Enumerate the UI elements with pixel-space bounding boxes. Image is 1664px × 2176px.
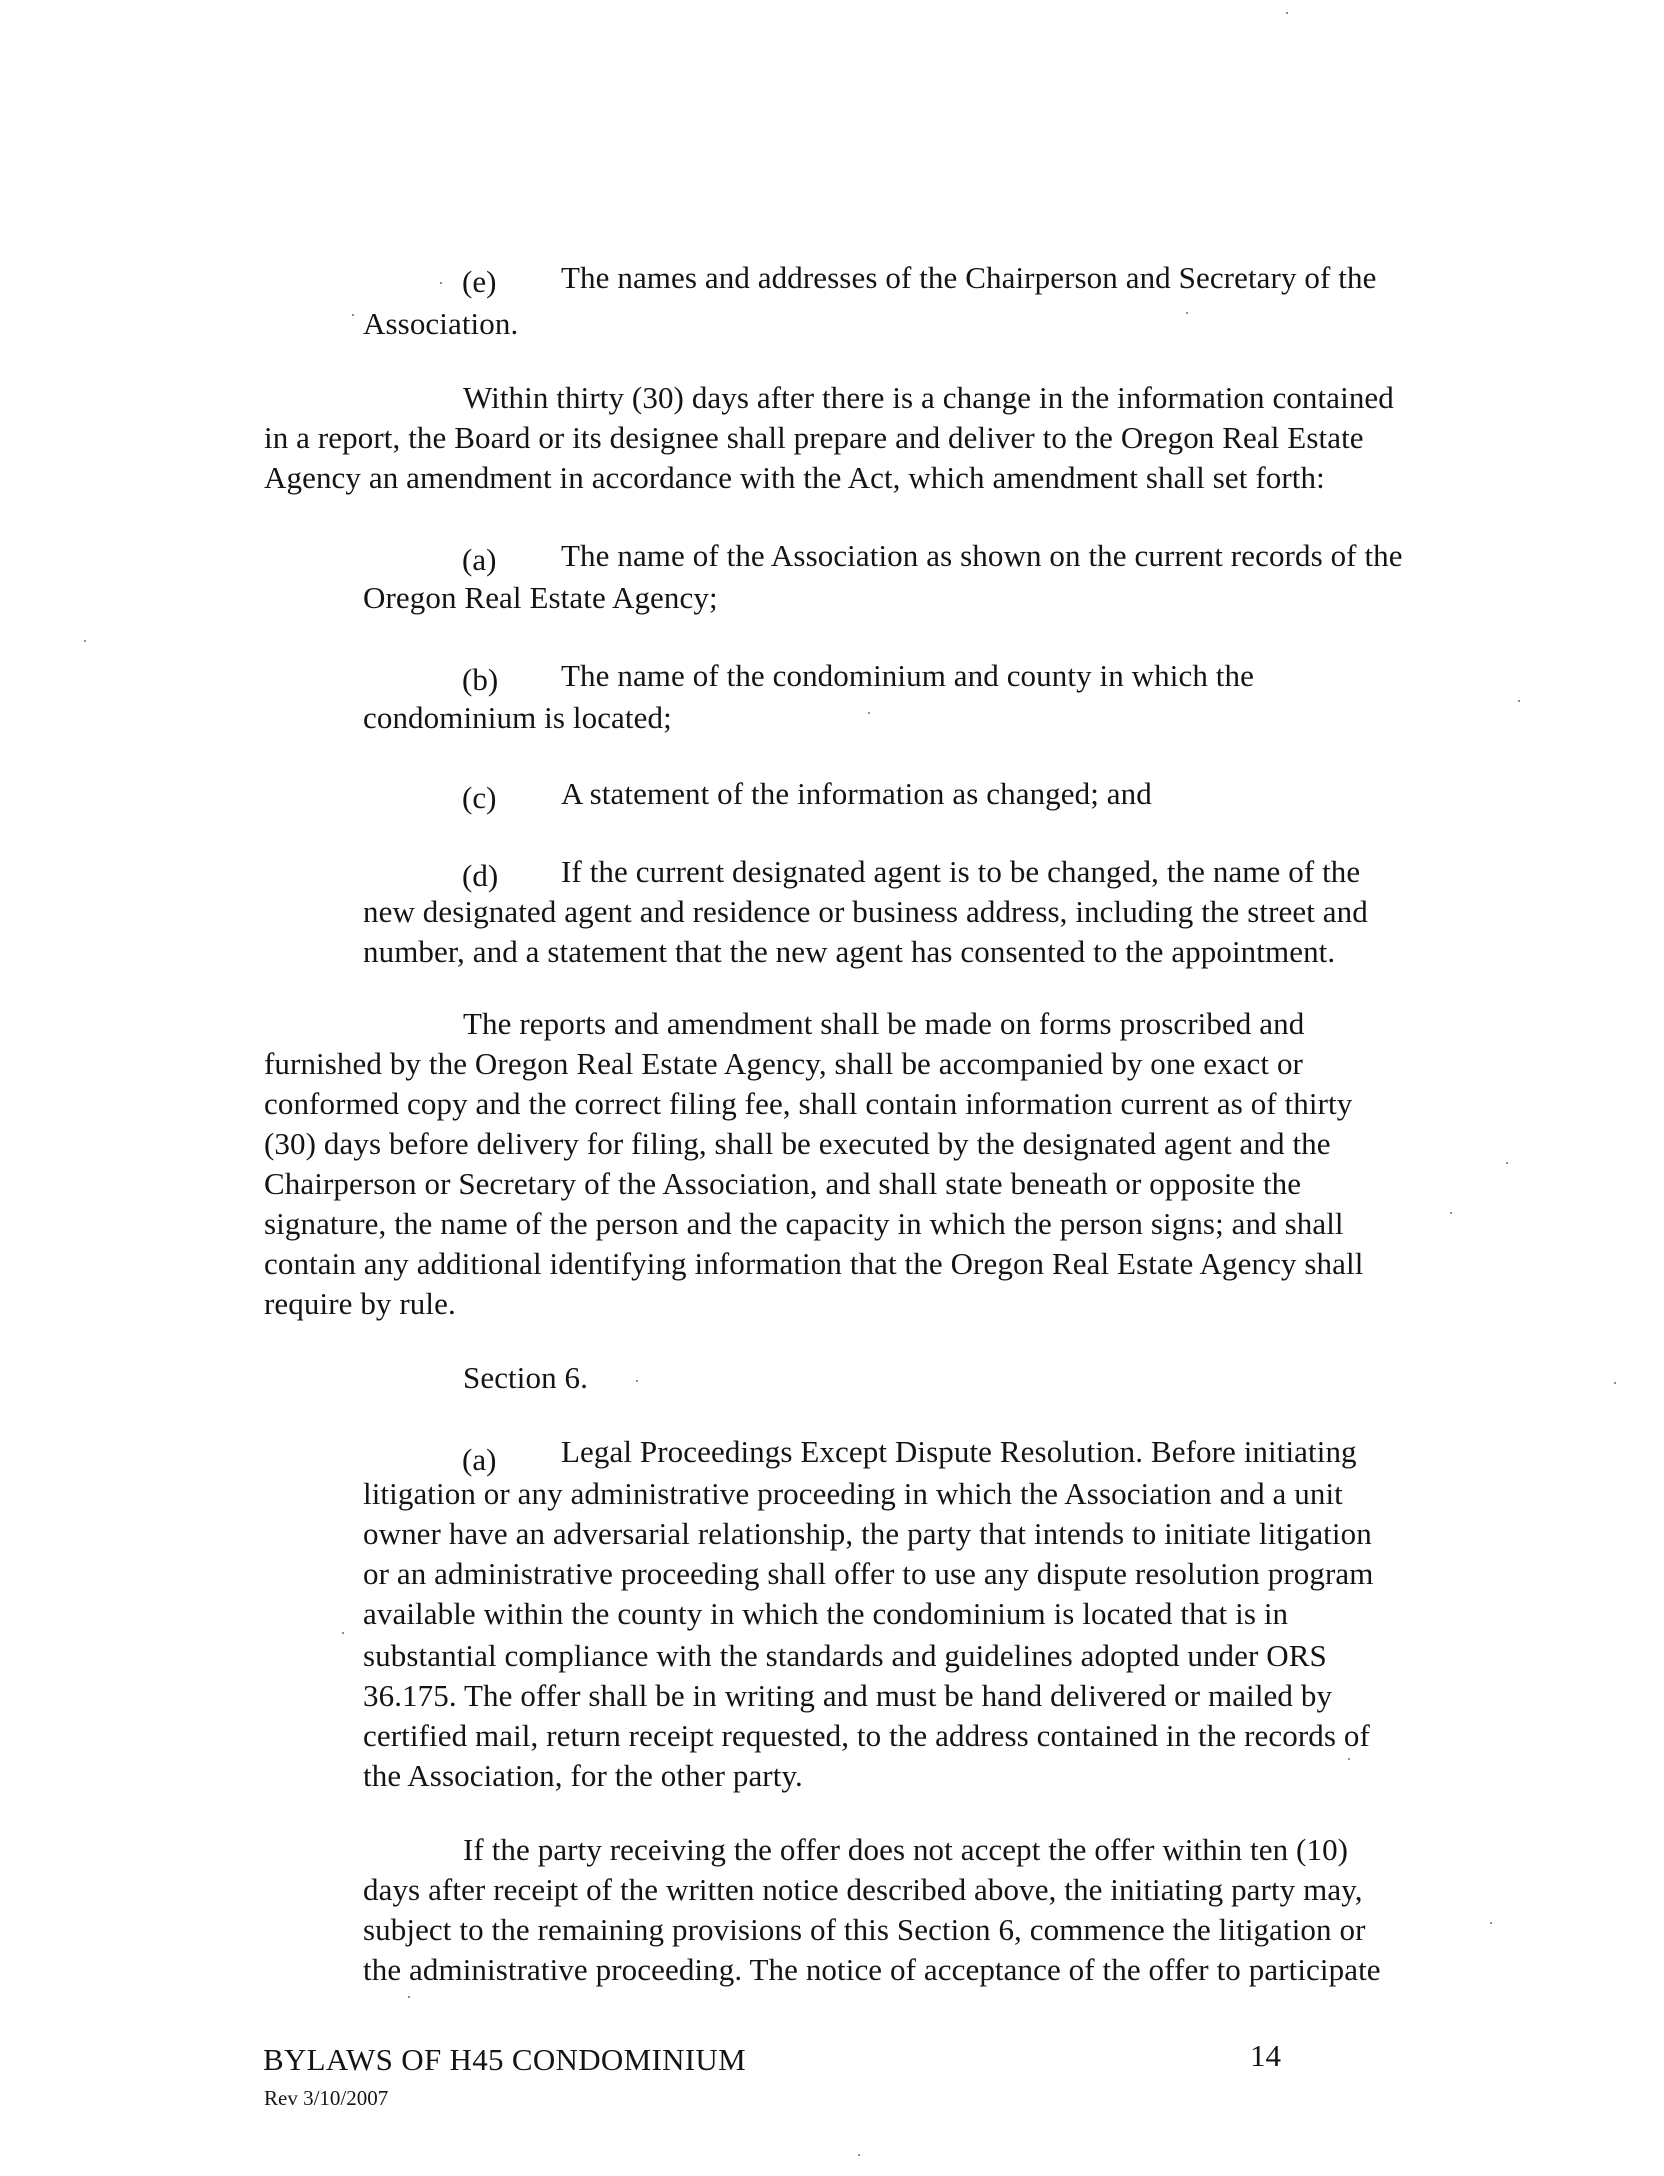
- para-reports-line-4: (30) days before delivery for filing, shall be executed by the designated agent and the: [264, 1126, 1331, 1161]
- amend-item-d-marker: (d): [462, 858, 499, 893]
- para-reports-line-5: Chairperson or Secretary of the Association, and shall state beneath or opposite the: [264, 1166, 1302, 1201]
- para-reports-line-2: furnished by the Oregon Real Estate Agency, shall be accompanied by one exact or: [264, 1046, 1303, 1081]
- section-6-heading: Section 6.: [463, 1360, 588, 1395]
- scan-speck: [342, 1632, 344, 1634]
- scan-speck: [1490, 1922, 1492, 1924]
- scan-speck: [1614, 1382, 1616, 1384]
- footer-document-title: BYLAWS OF H45 CONDOMINIUM: [263, 2042, 746, 2077]
- item-e-line-2: Association.: [363, 306, 519, 341]
- item-e-marker: (e): [462, 264, 497, 299]
- amend-item-a-line-2: Oregon Real Estate Agency;: [363, 580, 718, 615]
- para-reports-line-8: require by rule.: [264, 1286, 456, 1321]
- amend-item-a-line-1: The name of the Association as shown on the current records of the: [561, 538, 1403, 573]
- para-amend-line-3: Agency an amendment in accordance with the Act, which amendment shall set forth:: [264, 460, 1325, 495]
- amend-item-c-marker: (c): [462, 780, 497, 815]
- item-e-line-1: The names and addresses of the Chairperson and Secretary of the: [561, 260, 1377, 295]
- amend-item-d-line-1: If the current designated agent is to be changed, the name of the: [561, 854, 1361, 889]
- scan-speck: [1348, 1758, 1350, 1760]
- section-6-a-line-5: available within the county in which the condominium is located that is in: [363, 1596, 1289, 1631]
- section-6-cont-line-2: days after receipt of the written notice described above, the initiating party may,: [363, 1872, 1363, 1907]
- section-6-cont-line-3: subject to the remaining provisions of this Section 6, commence the litigation or: [363, 1912, 1366, 1947]
- scan-speck: [440, 282, 442, 284]
- footer-revision-date: Rev 3/10/2007: [264, 2086, 389, 2110]
- para-reports-line-7: contain any additional identifying information that the Oregon Real Estate Agency shall: [264, 1246, 1364, 1281]
- para-amend-line-1: Within thirty (30) days after there is a change in the information contained: [463, 380, 1394, 415]
- amend-item-b-marker: (b): [462, 662, 499, 697]
- scan-speck: [408, 1996, 410, 1998]
- scan-speck: [352, 314, 354, 316]
- section-6-cont-line-1: If the party receiving the offer does not accept the offer within ten (10): [463, 1832, 1349, 1867]
- para-reports-line-6: signature, the name of the person and the capacity in which the person signs; and shall: [264, 1206, 1344, 1241]
- scan-speck: [1286, 12, 1288, 14]
- para-amend-line-2: in a report, the Board or its designee shall prepare and deliver to the Oregon Real Estate: [264, 420, 1364, 455]
- scan-speck: [84, 640, 86, 642]
- section-6-a-line-6: substantial compliance with the standards and guidelines adopted under ORS: [363, 1638, 1327, 1673]
- page-number: 14: [1250, 2038, 1281, 2073]
- section-6-a-line-9: the Association, for the other party.: [363, 1758, 803, 1793]
- section-6-a-line-8: certified mail, return receipt requested, to the address contained in the records of: [363, 1718, 1370, 1753]
- section-6-cont-line-4: the administrative proceeding. The notice of acceptance of the offer to participate: [363, 1952, 1381, 1987]
- para-reports-line-3: conformed copy and the correct filing fee, shall contain information current as of thirty: [264, 1086, 1353, 1121]
- amend-item-b-line-2: condominium is located;: [363, 700, 672, 735]
- section-6-a-marker: (a): [462, 1442, 497, 1477]
- para-reports-line-1: The reports and amendment shall be made on forms proscribed and: [463, 1006, 1305, 1041]
- scan-speck: [1186, 312, 1188, 314]
- scan-speck: [868, 712, 870, 714]
- section-6-a-line-4: or an administrative proceeding shall offer to use any dispute resolution program: [363, 1556, 1374, 1591]
- scan-speck: [1506, 1162, 1508, 1164]
- section-6-a-line-1: Legal Proceedings Except Dispute Resolution. Before initiating: [561, 1434, 1357, 1469]
- section-6-a-line-3: owner have an adversarial relationship, the party that intends to initiate litigation: [363, 1516, 1372, 1551]
- scan-speck: [1450, 1212, 1452, 1214]
- section-6-a-line-2: litigation or any administrative proceeding in which the Association and a unit: [363, 1476, 1343, 1511]
- scan-speck: [1518, 700, 1520, 702]
- amend-item-a-marker: (a): [462, 542, 497, 577]
- scan-speck: [858, 2154, 860, 2156]
- section-6-a-line-7: 36.175. The offer shall be in writing and must be hand delivered or mailed by: [363, 1678, 1333, 1713]
- scan-speck: [636, 1380, 638, 1382]
- amend-item-d-line-2: new designated agent and residence or business address, including the street and: [363, 894, 1368, 929]
- amend-item-c-line-1: A statement of the information as changed; and: [561, 776, 1152, 811]
- amend-item-b-line-1: The name of the condominium and county in which the: [561, 658, 1254, 693]
- amend-item-d-line-3: number, and a statement that the new agent has consented to the appointment.: [363, 934, 1336, 969]
